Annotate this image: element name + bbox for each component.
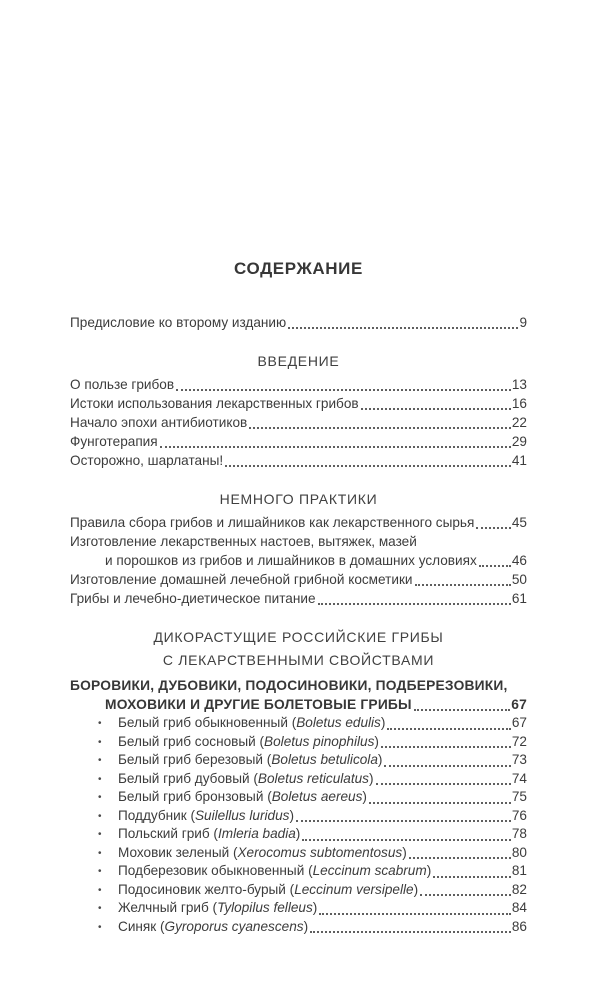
latin-name: Boletus aereus xyxy=(271,789,363,804)
page-number: 82 xyxy=(511,881,527,897)
bullet-icon: • xyxy=(98,847,102,859)
entry-label xyxy=(118,788,367,807)
mushroom-name-close: ) xyxy=(377,752,383,767)
dot-leader xyxy=(310,931,511,933)
entry-label: Изготовление домашней лечебной грибной косметики xyxy=(70,572,413,587)
mushroom-name-close: ) xyxy=(413,881,419,897)
dot-leader xyxy=(319,913,511,915)
page-number: 50 xyxy=(511,572,527,587)
entry-label xyxy=(118,825,300,844)
dot-leader xyxy=(479,565,511,567)
page-number: 73 xyxy=(511,752,527,767)
dot-leader xyxy=(415,584,511,586)
page-number: 76 xyxy=(511,807,527,823)
dot-leader xyxy=(288,327,518,329)
dot-leader xyxy=(420,894,511,896)
latin-name: Boletus pinophilus xyxy=(264,733,375,749)
dot-leader xyxy=(476,527,511,529)
bullet-icon: • xyxy=(98,829,102,840)
page-title: СОДЕРЖАНИЕ xyxy=(234,259,363,278)
mushroom-name: Подосиновик желто-бурый ( xyxy=(118,881,295,897)
dot-leader xyxy=(318,603,511,605)
dot-leader xyxy=(225,465,511,467)
page-number: 13 xyxy=(511,377,527,392)
entry-label xyxy=(118,733,379,752)
mushroom-name-close: ) xyxy=(426,863,432,878)
dot-leader xyxy=(409,857,511,859)
entry-label: Истоки использования лекарственных грибов xyxy=(70,396,359,411)
bullet-icon: • xyxy=(98,810,102,822)
dot-leader xyxy=(381,746,511,748)
entry-label xyxy=(118,714,385,733)
mushroom-name: Польский гриб ( xyxy=(118,826,218,841)
entry-label: О пользе грибов xyxy=(70,377,175,392)
toc-bullet-entry xyxy=(70,751,527,770)
page-number: 46 xyxy=(511,553,527,568)
bullet-icon: • xyxy=(98,773,102,785)
section-heading: ВВЕДЕНИЕ xyxy=(257,353,340,369)
section-heading: С ЛЕКАРСТВЕННЫМИ СВОЙСТВАМИ xyxy=(162,652,435,668)
entry-label: Предисловие ко второму изданию xyxy=(70,315,287,330)
toc-entry-continuation xyxy=(70,551,527,570)
dot-leader xyxy=(296,820,511,822)
toc-entry xyxy=(70,451,527,470)
page-number: 67 xyxy=(511,697,527,712)
dot-leader xyxy=(249,427,511,429)
entry-label xyxy=(118,807,294,826)
latin-name: Leccinum scabrum xyxy=(312,863,427,878)
mushroom-name: Белый гриб дубовый ( xyxy=(118,770,258,786)
entry-label: и порошков из грибов и лишайников в домашних условиях xyxy=(105,553,477,568)
toc-bullet-entry xyxy=(70,899,527,918)
toc-bullet-entry xyxy=(70,844,527,863)
mushroom-name-close: ) xyxy=(289,807,294,823)
toc-entry xyxy=(70,532,527,551)
latin-name: Boletus reticulatus xyxy=(257,770,369,786)
mushroom-name-close: ) xyxy=(368,770,374,786)
toc-entry xyxy=(70,570,527,589)
latin-name: Xerocomus subtomentosus xyxy=(237,844,403,860)
mushroom-name: Желчный гриб ( xyxy=(118,900,218,915)
dot-leader xyxy=(176,389,511,391)
mushroom-name: Подберезовик обыкновенный ( xyxy=(118,863,313,878)
latin-name: Boletus betulicola xyxy=(271,752,378,767)
page-number: 74 xyxy=(511,770,527,786)
group-heading-line-2 xyxy=(70,695,527,714)
dot-leader xyxy=(361,408,511,410)
toc-bullet-entry xyxy=(70,918,527,937)
dot-leader xyxy=(384,765,510,767)
entry-label xyxy=(118,844,407,863)
toc-bullet-entry xyxy=(70,788,527,807)
latin-name: Suilellus luridus xyxy=(194,807,290,823)
latin-name: Tylopilus felleus xyxy=(217,900,313,915)
entry-label xyxy=(118,770,374,789)
dot-leader xyxy=(433,876,511,878)
mushroom-name-close: ) xyxy=(402,844,407,860)
toc-entry xyxy=(70,432,527,451)
group-heading xyxy=(70,676,527,714)
toc-bullet-entry xyxy=(70,714,527,733)
entry-label: БОРОВИКИ, ДУБОВИКИ, ПОДОСИНОВИКИ, ПОДБЕРЕЗОВИКИ, xyxy=(70,678,508,693)
toc-bullet-entry xyxy=(70,770,527,789)
entry-label: Грибы и лечебно-диетическое питание xyxy=(70,591,316,606)
section-heading: НЕМНОГО ПРАКТИКИ xyxy=(219,491,378,507)
dot-leader xyxy=(387,728,510,730)
page-number: 72 xyxy=(511,733,527,749)
toc-entry xyxy=(70,413,527,432)
entry-label xyxy=(118,899,317,918)
page-number: 81 xyxy=(511,863,527,878)
entry-label xyxy=(118,918,308,937)
bullet-icon: • xyxy=(98,792,102,803)
toc-entry xyxy=(70,513,527,532)
page-number: 84 xyxy=(511,900,527,915)
page-number: 9 xyxy=(519,315,527,330)
dot-leader xyxy=(376,783,511,785)
mushroom-name: Синяк ( xyxy=(118,918,165,934)
entry-label xyxy=(118,881,418,900)
entry-label: Фунготерапия xyxy=(70,434,158,449)
section-heading: ДИКОРАСТУЩИЕ РОССИЙСКИЕ ГРИБЫ xyxy=(153,629,444,645)
page-number: 41 xyxy=(511,453,527,468)
toc-bullet-entry xyxy=(70,862,527,881)
mushroom-name-close: ) xyxy=(312,900,318,915)
page-number: 45 xyxy=(511,515,527,530)
page-number: 75 xyxy=(511,789,527,804)
bullet-icon: • xyxy=(98,921,102,933)
entry-label: Изготовление лекарственных настоев, вытяжек, мазей xyxy=(70,534,417,549)
bullet-icon: • xyxy=(98,903,102,914)
dot-leader xyxy=(160,446,511,448)
mushroom-name: Белый гриб сосновый ( xyxy=(118,733,265,749)
latin-name: Imleria badia xyxy=(217,826,296,841)
entry-label: Начало эпохи антибиотиков xyxy=(70,415,248,430)
toc-bullet-entry xyxy=(70,825,527,844)
bullet-icon: • xyxy=(98,718,102,729)
mushroom-name: Белый гриб бронзовый ( xyxy=(118,789,272,804)
entry-label xyxy=(118,751,382,770)
entry-label: МОХОВИКИ И ДРУГИЕ БОЛЕТОВЫЕ ГРИБЫ xyxy=(105,697,412,712)
toc-entry xyxy=(70,589,527,608)
mushroom-name-close: ) xyxy=(295,826,301,841)
latin-name: Gyroporus cyanescens xyxy=(164,918,304,934)
page-number: 67 xyxy=(511,715,527,730)
toc-bullet-entry xyxy=(70,733,527,752)
toc-entry xyxy=(70,394,527,413)
entry-label: Осторожно, шарлатаны! xyxy=(70,453,224,468)
page-number: 29 xyxy=(511,434,527,449)
toc-entry xyxy=(70,313,527,332)
dot-leader xyxy=(369,802,511,804)
entry-label: Правила сбора грибов и лишайников как лекарственного сырья xyxy=(70,515,475,530)
toc-entry xyxy=(70,375,527,394)
bullet-icon: • xyxy=(98,884,102,896)
mushroom-name: Поддубник ( xyxy=(118,807,195,823)
page-number: 78 xyxy=(511,826,527,841)
mushroom-name: Моховик зеленый ( xyxy=(118,844,238,860)
mushroom-name-close: ) xyxy=(380,715,386,730)
page-number: 61 xyxy=(511,591,527,606)
mushroom-name-close: ) xyxy=(374,733,379,749)
mushroom-name-close: ) xyxy=(303,918,309,934)
mushroom-name: Белый гриб березовый ( xyxy=(118,752,272,767)
toc-bullet-entry xyxy=(70,881,527,900)
bullet-icon: • xyxy=(98,866,102,877)
latin-name: Leccinum versipelle xyxy=(294,881,414,897)
latin-name: Boletus edulis xyxy=(296,715,381,730)
bullet-icon: • xyxy=(98,736,102,748)
page-number: 86 xyxy=(511,918,527,934)
mushroom-name-close: ) xyxy=(362,789,367,804)
page-number: 22 xyxy=(511,415,527,430)
dot-leader xyxy=(302,839,511,841)
entry-label xyxy=(118,862,431,881)
toc xyxy=(70,313,527,936)
page-number: 80 xyxy=(511,844,527,860)
toc-bullet-entry xyxy=(70,807,527,826)
group-heading-line-1 xyxy=(70,676,527,695)
dot-leader xyxy=(414,709,510,711)
bullet-icon: • xyxy=(98,755,102,766)
mushroom-name: Белый гриб обыкновенный ( xyxy=(118,715,297,730)
page-number: 16 xyxy=(511,396,527,411)
